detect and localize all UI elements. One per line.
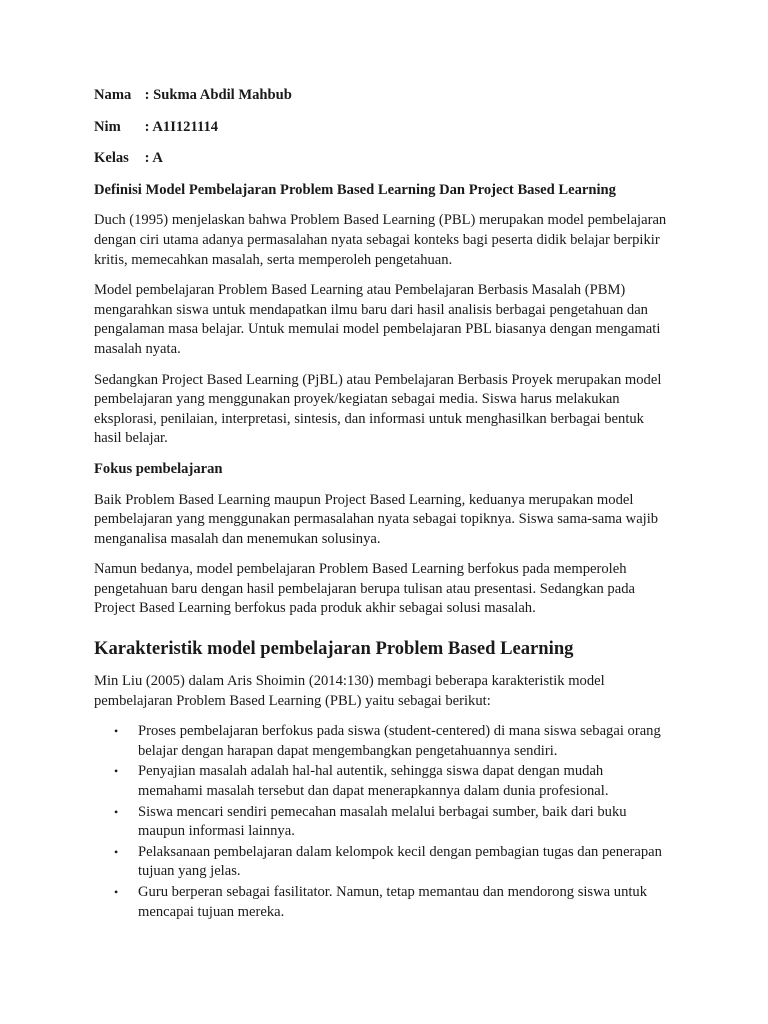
section-definisi-title: Definisi Model Pembelajaran Problem Based Learning Dan Project Based Learning [94,181,616,198]
section-fokus-title: Fokus pembelajaran [94,460,223,477]
bullet-icon: • [114,764,119,779]
paragraph: Baik Problem Based Learning maupun Project Based Learning, keduanya merupakan model pembelajaran yang menggunakan permasalahan nyata sebagai topiknya. Siswa sama-sama wajib menganalisa masalah dan menemukan solusinya. [94,491,659,547]
list-item-text: Penyajian masalah adalah hal-hal autentik, sehingga siswa dapat dengan mudah memahami masalah tersebut dan dapat menerapkannya dalam dunia profesional. [138,763,609,800]
identity-kelas-value: : A [144,150,163,167]
list-item [94,722,668,761]
list-item-text: Proses pembelajaran berfokus pada siswa (student-centered) di mana siswa sebagai orang belajar dengan harapan dapat mengembangkan pengetahuannya sendiri. [138,723,661,759]
list-item-text: Siswa mencari sendiri pemecahan masalah melalui berbagai sumber, baik dari buku maupun informasi lainnya. [138,803,627,840]
identity-nama-value: : Sukma Abdil Mahbub [144,87,292,103]
bullet-icon: • [114,885,119,899]
karakteristik-intro: Min Liu (2005) dalam Aris Shoimin (2014:130) membagi beberapa karakteristik model pembelajaran Problem Based Learning (PBL) yaitu sebagai berikut: [94,673,605,709]
bullet-icon: • [114,804,119,819]
list-item [94,803,668,842]
identity-kelas-label: Kelas [94,150,129,167]
identity-nim-label: Nim [94,118,121,135]
identity-nim [94,118,668,138]
identity-nama-label: Nama [94,87,132,103]
identity-nama [94,86,668,106]
list-item [94,883,668,922]
section-karakteristik-title: Karakteristik model pembelajaran Problem Based Learning [94,638,574,660]
identity-nim-value: : A1I121114 [144,118,219,135]
paragraph: Namun bedanya, model pembelajaran Problem Based Learning berfokus pada memperoleh pengetahuan baru dengan hasil pembelajaran berupa tulisan atau presentasi. Sedangkan pada Project Based Learning berfokus pada produk akhir sebagai solusi masalah. [94,561,635,617]
paragraph: Sedangkan Project Based Learning (PjBL) atau Pembelajaran Berbasis Proyek merupakan model pembelajaran yang menggunakan proyek/kegiatan sebagai media. Siswa harus melakukan eksplorasi, penilaian, interpretasi, sintesis, dan informasi untuk menghasilkan berbagai bentuk hasil belajar. [94,371,662,447]
identity-kelas [94,149,668,169]
paragraph: Model pembelajaran Problem Based Learning atau Pembelajaran Berbasis Masalah (PBM) mengarahkan siswa untuk mendapatkan ilmu baru dari hasil analisis berbagai pengetahuan dan pengalaman masa belajar. Untuk memulai model pembelajaran PBL biasanya dengan mengamati masalah nyata. [94,282,661,357]
list-item-text: Guru berperan sebagai fasilitator. Namun, tetap memantau dan mendorong siswa untuk mencapai tujuan mereka. [138,884,648,920]
bullet-icon: • [114,844,119,859]
list-item [94,762,668,801]
list-item-text: Pelaksanaan pembelajaran dalam kelompok kecil dengan pembagian tugas dan penerapan tujuan yang jelas. [138,843,662,880]
paragraph: Duch (1995) menjelaskan bahwa Problem Based Learning (PBL) merupakan model pembelajaran dengan ciri utama adanya permasalahan nyata sebagai konteks bagi peserta didik belajar berpikir kritis, memecahkan masalah, serta memperoleh pengetahuan. [94,212,667,268]
bullet-icon: • [114,724,119,739]
list-item [94,843,668,882]
karakteristik-list [94,722,668,922]
